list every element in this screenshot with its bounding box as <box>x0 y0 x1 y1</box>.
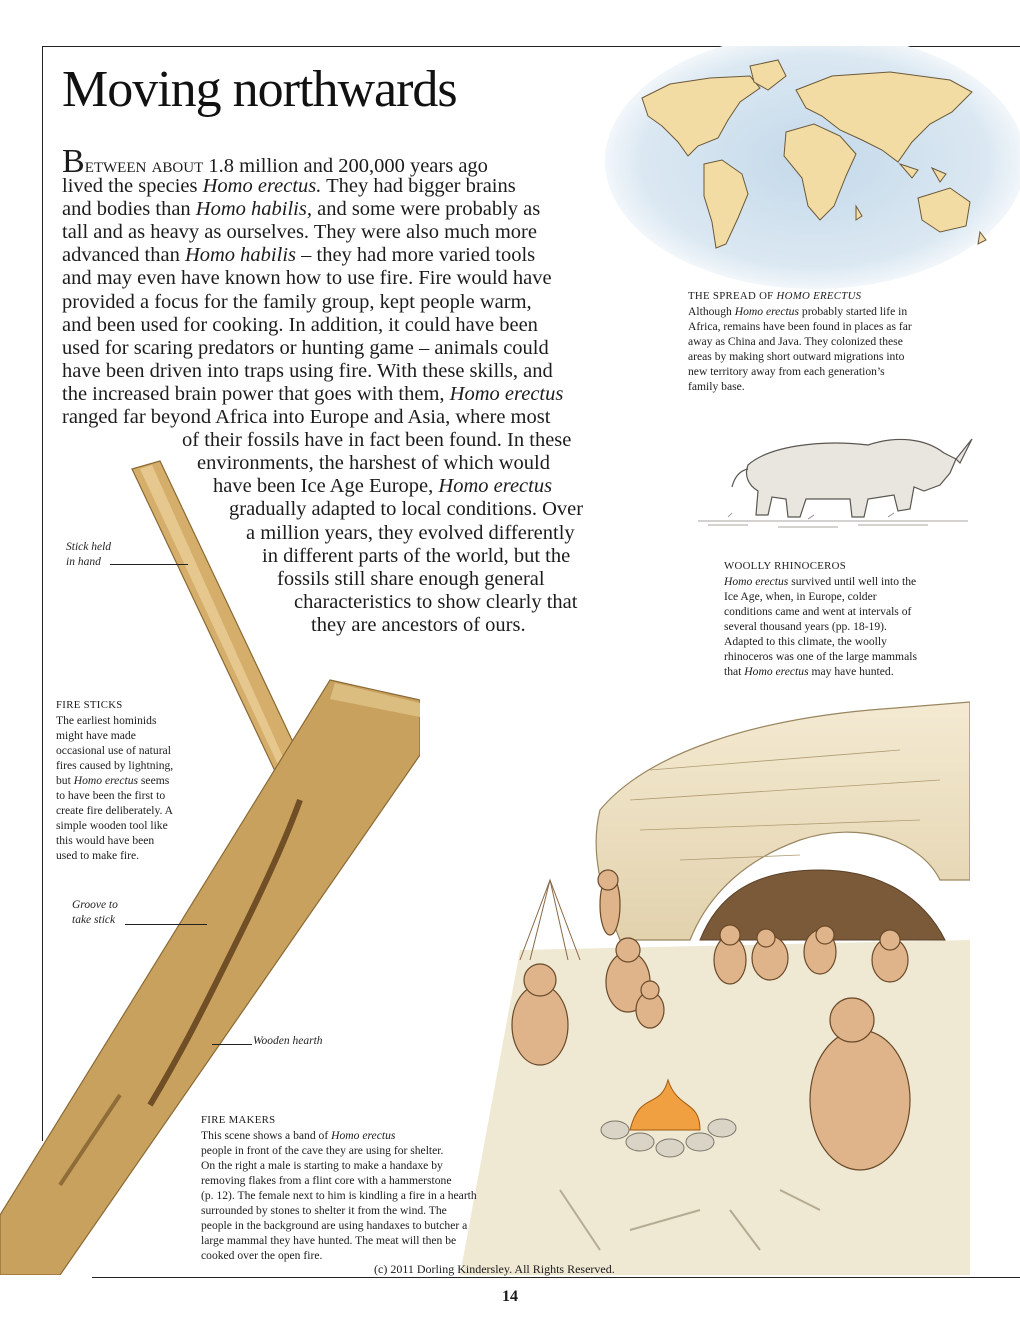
label-line: Groove to <box>72 899 118 911</box>
caption-line: cooked over the open fire. <box>201 1249 323 1262</box>
leader-line <box>212 1044 252 1045</box>
caption-line: fires caused by lightning, <box>56 759 174 772</box>
intro-line: characteristics to show clearly that <box>294 590 578 613</box>
caption-line: to have been the first to <box>56 789 166 802</box>
label-line: take stick <box>72 914 116 926</box>
caption-line: The earliest hominids <box>56 714 157 727</box>
world-map <box>600 46 1020 296</box>
caption-line: Although <box>688 305 735 318</box>
intro-italic: Homo habilis <box>184 244 297 267</box>
caption-line: used to make fire. <box>56 849 140 862</box>
intro-italic: Homo habilis, <box>195 198 312 221</box>
intro-line: and been used for cooking. In addition, it could have been <box>62 313 538 336</box>
caption-line: that <box>724 665 745 678</box>
caption-line: occasional use of natural <box>56 744 171 757</box>
intro-line: have been driven into traps using fire. With these skills, and <box>62 359 553 382</box>
caption-line: but <box>56 774 74 787</box>
caption-heading: THE SPREAD OF <box>688 290 777 302</box>
intro-line: have been Ice Age Europe, <box>213 475 439 498</box>
caption-italic: Homo erectus <box>724 575 789 588</box>
caption-line: seems <box>138 774 170 787</box>
caption-line: family base. <box>688 380 745 393</box>
caption-italic: Homo erectus <box>331 1129 396 1142</box>
copyright-notice: (c) 2011 Dorling Kindersley. All Rights Reserved. <box>374 1262 615 1276</box>
intro-line: They had bigger brains <box>321 175 516 198</box>
caption-line: conditions came and went at intervals of <box>724 605 912 618</box>
caption-italic: Homo erectus <box>744 665 809 678</box>
intro-line: in different parts of the world, but the <box>262 544 571 567</box>
page-frame-bottom <box>92 1277 1020 1278</box>
caption-heading: FIRE STICKS <box>56 699 123 711</box>
caption-line: probably started life in <box>799 305 908 318</box>
leader-line <box>110 564 188 565</box>
fire-makers-caption <box>201 1113 477 1263</box>
cave-scene-illustration <box>400 690 970 1275</box>
intro-line: tall and as heavy as ourselves. They were also much more <box>62 221 537 244</box>
caption-line: On the right a male is starting to make a handaxe by <box>201 1159 443 1172</box>
caption-italic: Homo erectus <box>73 774 139 787</box>
woolly-rhinoceros-drawing <box>688 425 978 545</box>
caption-line: survived until well into the <box>788 575 917 588</box>
label-line: Stick held <box>66 541 112 553</box>
caption-line: (p. 12). The female next to him is kindling a fire in a hearth <box>201 1189 477 1202</box>
label-line: in hand <box>66 556 101 568</box>
caption-heading: FIRE MAKERS <box>201 1114 276 1126</box>
caption-heading: WOOLLY RHINOCEROS <box>724 560 847 572</box>
intro-line: the increased brain power that goes with them, <box>62 382 450 405</box>
intro-line: ranged far beyond Africa into Europe and Asia, where most <box>62 406 551 429</box>
label-groove <box>72 898 118 928</box>
caption-line: rhinoceros was one of the large mammals <box>724 650 917 663</box>
caption-line: people in front of the cave they are using for shelter. <box>201 1144 444 1157</box>
intro-line: a million years, they evolved differently <box>246 521 575 544</box>
caption-line: surrounded by stones to shelter it from the wind. The <box>201 1204 447 1217</box>
caption-line: Africa, remains have been found in places as far <box>688 320 912 333</box>
caption-italic: HOMO ERECTUS <box>776 290 862 302</box>
caption-line: large mammal they have hunted. The meat will then be <box>201 1234 457 1247</box>
dropcap: B <box>62 143 85 180</box>
intro-smallcaps: etween about <box>84 153 204 177</box>
intro-italic: Homo erectus <box>449 382 564 405</box>
caption-line: this would have been <box>56 834 155 847</box>
leader-line <box>125 924 207 925</box>
intro-line: environments, the harshest of which would <box>197 452 550 475</box>
intro-line: they are ancestors of ours. <box>311 613 526 636</box>
intro-line: fossils still share enough general <box>277 567 545 590</box>
label-stick-held <box>66 540 111 570</box>
caption-line: away as China and Java. They colonized these <box>688 335 903 348</box>
label-wooden-hearth: Wooden hearth <box>253 1035 323 1047</box>
caption-line: several thousand years (pp. 18-19). <box>724 620 887 633</box>
caption-line: new territory away from each generation’s <box>688 365 885 378</box>
intro-line: and may even have known how to use fire. Fire would have <box>62 267 552 290</box>
intro-line: advanced than <box>62 244 185 267</box>
caption-line: removing flakes from a flint core with a hammerstone <box>201 1174 452 1187</box>
caption-line: simple wooden tool like <box>56 819 168 832</box>
intro-line: – they had more varied tools <box>296 244 536 267</box>
intro-line: 1.8 million and 200,000 years ago <box>203 155 488 177</box>
caption-line: may have hunted. <box>808 665 894 678</box>
intro-italic: Homo erectus <box>438 475 553 498</box>
caption-line: might have made <box>56 729 136 742</box>
caption-italic: Homo erectus <box>734 305 799 318</box>
rhino-caption <box>724 559 917 679</box>
intro-line: gradually adapted to local conditions. Over <box>229 498 584 521</box>
caption-line: people in the background are using handaxes to butcher a <box>201 1219 468 1232</box>
page-title: Moving northwards <box>62 61 457 118</box>
intro-line: lived the species <box>62 175 203 198</box>
fire-sticks-caption <box>56 698 173 863</box>
intro-line: and bodies than <box>62 198 196 221</box>
intro-line: and some were probably as <box>311 198 541 221</box>
map-caption <box>688 289 912 394</box>
caption-line: areas by making short outward migrations into <box>688 350 905 363</box>
caption-line: Adapted to this climate, the woolly <box>724 635 887 648</box>
intro-italic: Homo erectus. <box>202 175 322 198</box>
intro-line: provided a focus for the family group, kept people warm, <box>62 290 532 313</box>
caption-line: create fire deliberately. A <box>56 804 174 817</box>
intro-line: used for scaring predators or hunting game – animals could <box>62 336 549 359</box>
intro-line: of their fossils have in fact been found. In these <box>182 429 572 452</box>
caption-line: This scene shows a band of <box>201 1129 332 1142</box>
page-number: 14 <box>502 1288 518 1305</box>
caption-line: Ice Age, when, in Europe, colder <box>724 590 877 603</box>
